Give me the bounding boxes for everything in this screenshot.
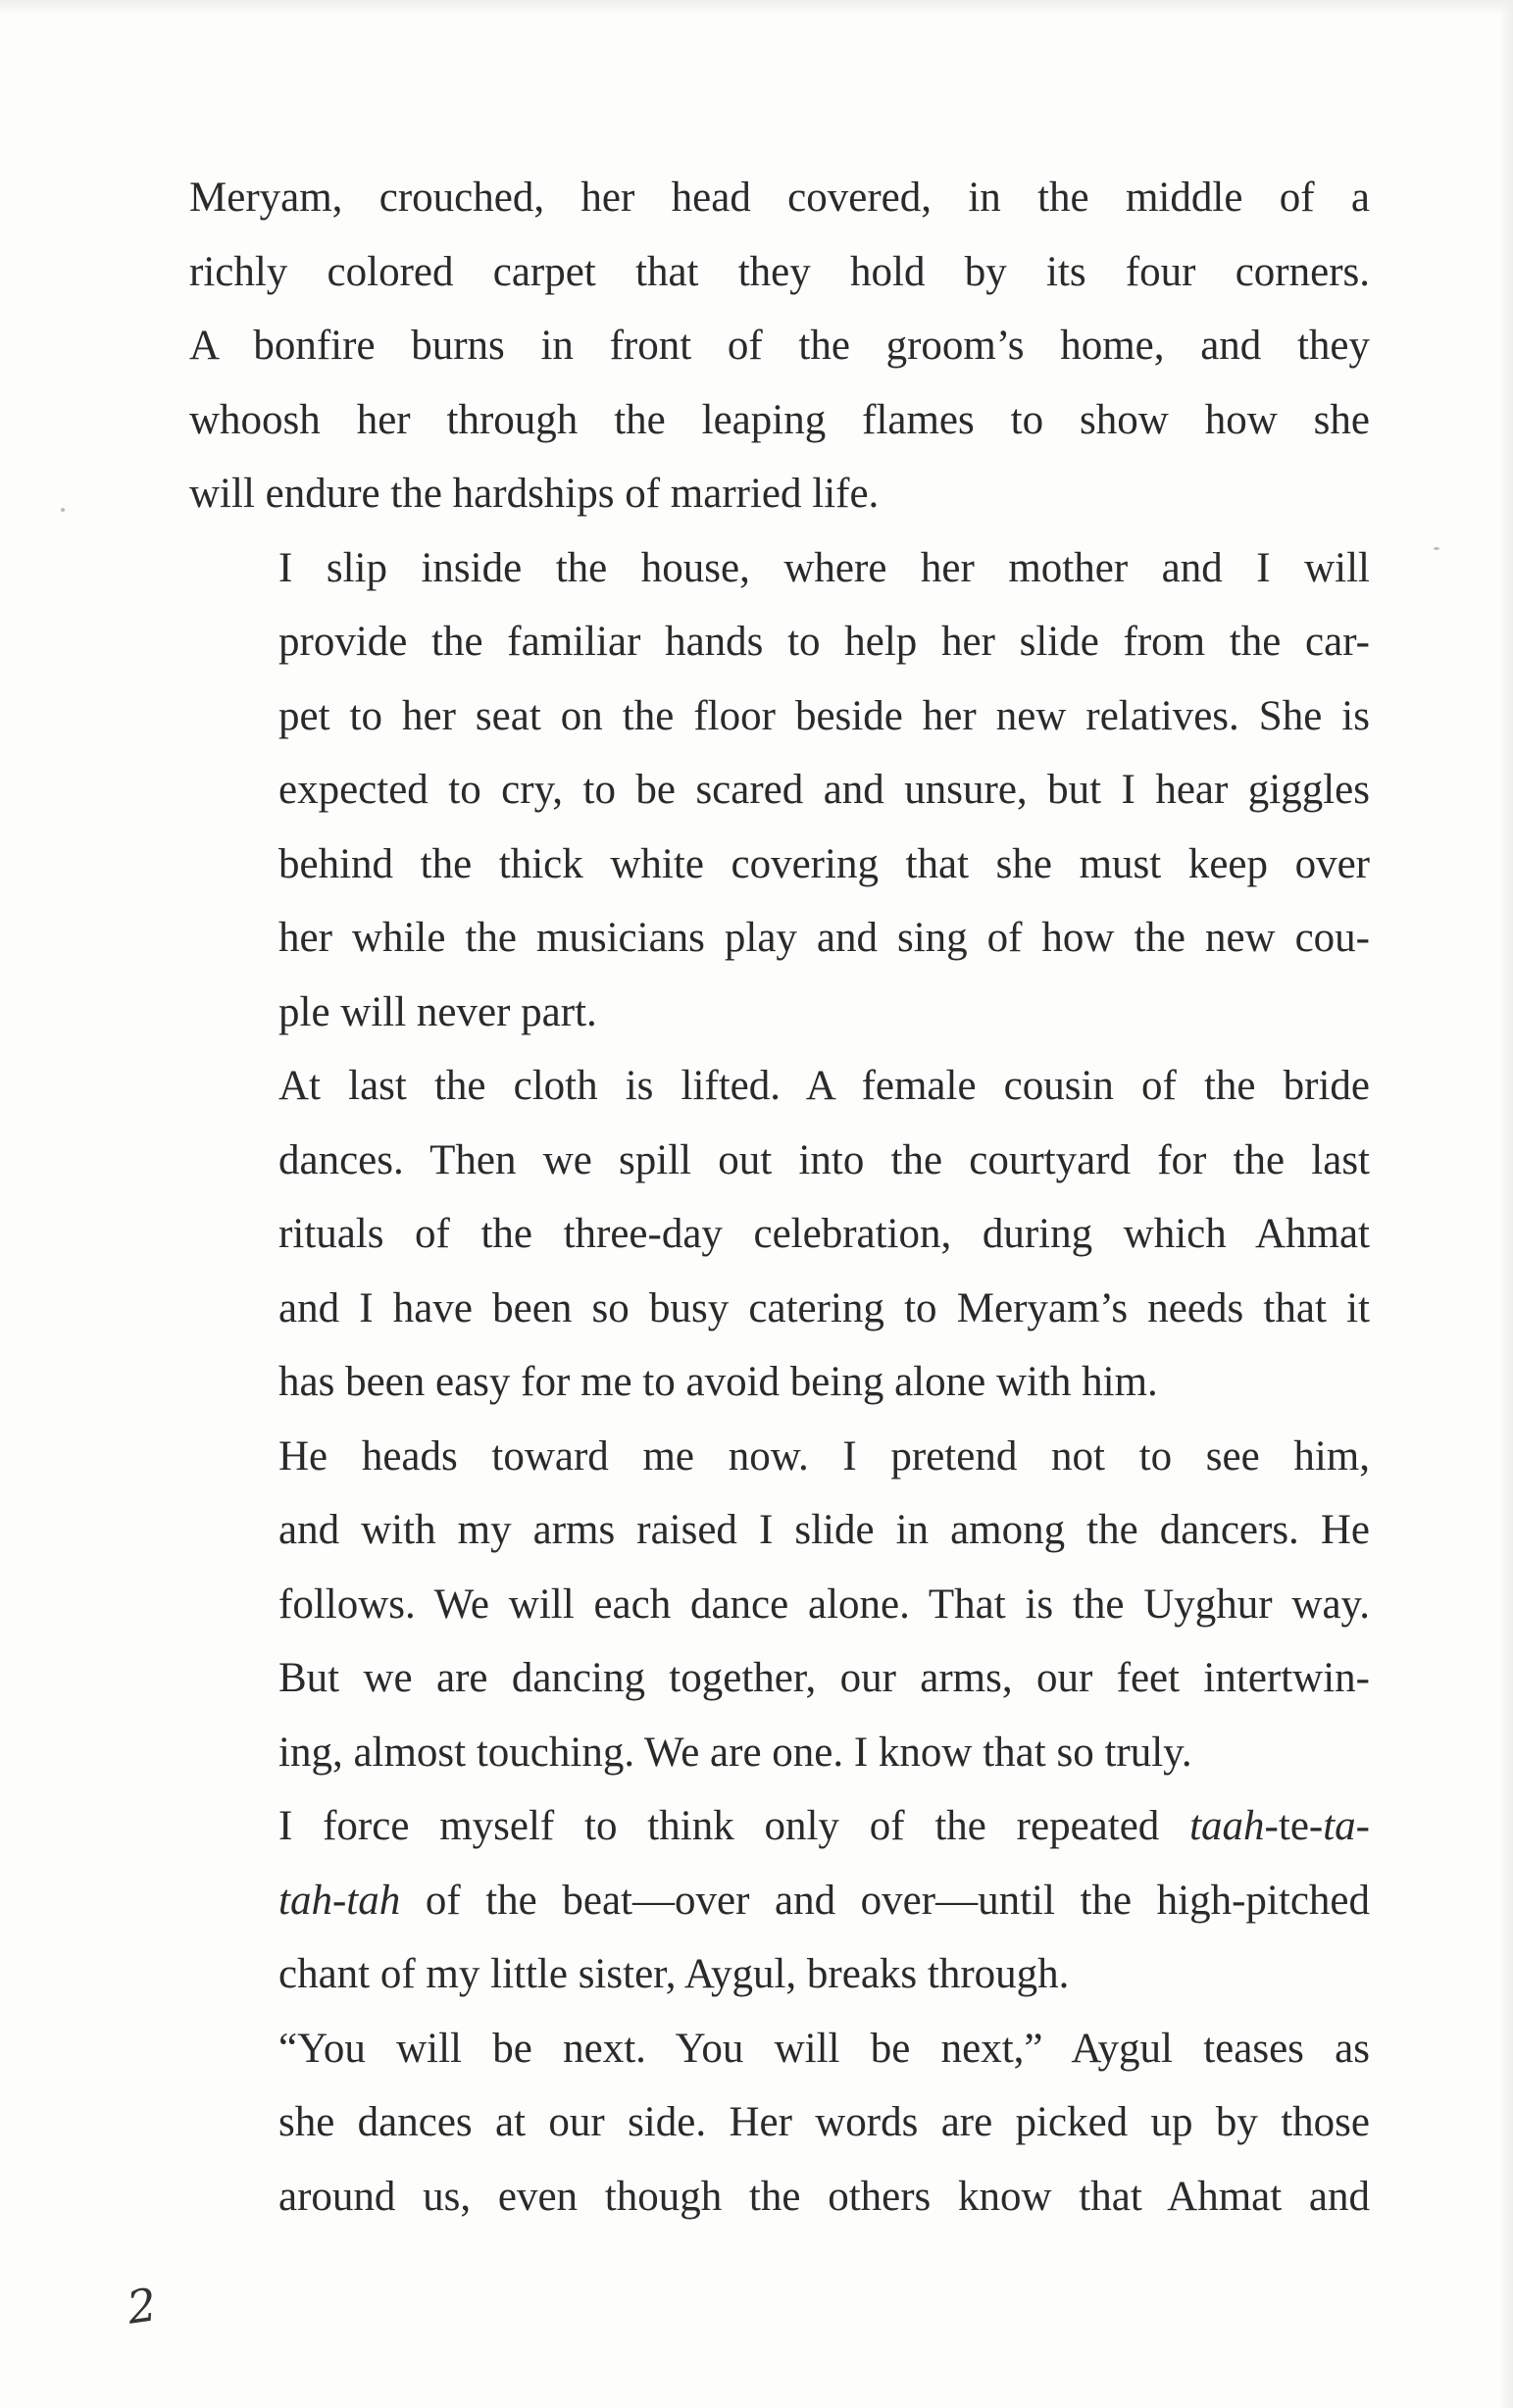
page-right-shadow <box>1499 0 1513 2408</box>
text-line: He heads toward me now. I pretend not to see him, <box>278 1432 1370 1480</box>
text-line: and with my arms raised I slide in among the dancers. He <box>278 1507 1370 1553</box>
body-text <box>189 161 1370 2233</box>
text-line: whoosh her through the leaping flames to show how she <box>189 396 1370 443</box>
text-line: follows. We will each dance alone. That is the Uyghur way. <box>278 1580 1370 1628</box>
text-run: of the beat—over and over—until the high-pitched <box>400 1877 1370 1924</box>
text-line <box>189 1789 1370 1864</box>
text-line: ing, almost touching. We are one. I know that so truly. <box>278 1729 1192 1776</box>
text-line: will endure the hardships of married life. <box>189 471 880 517</box>
text-line: provide the familiar hands to help her slide from the car- <box>278 619 1370 665</box>
text-run: I force myself to think only of the repeated <box>278 1803 1190 1849</box>
text-line: Meryam, crouched, her head covered, in the middle of a <box>189 175 1370 221</box>
text-line: expected to cry, to be scared and unsure, but I hear giggles <box>278 767 1370 813</box>
text-line: I slip inside the house, where her mother and I will <box>278 544 1370 591</box>
paragraph-4 <box>189 1420 1370 1790</box>
text-line: richly colored carpet that they hold by its four corners. <box>189 248 1370 295</box>
italic-run: tah-tah <box>278 1877 401 1924</box>
italic-run: taah <box>1189 1803 1265 1849</box>
text-line <box>189 1864 1370 1938</box>
text-line: rituals of the three-day celebration, during which Ahmat <box>278 1211 1370 1257</box>
text-line: she dances at our side. Her words are picked up by those <box>278 2099 1370 2145</box>
text-line: has been easy for me to avoid being alone with him. <box>278 1359 1158 1405</box>
paragraph-2 <box>189 531 1370 1050</box>
paragraph-5 <box>189 1789 1370 2012</box>
text-line: At last the cloth is lifted. A female cousin of the bride <box>278 1063 1370 1109</box>
paragraph-1 <box>189 161 1370 531</box>
scan-speck <box>1434 547 1439 550</box>
text-run: -te- <box>1264 1803 1324 1849</box>
scan-speck <box>61 508 65 512</box>
paragraph-3 <box>189 1049 1370 1420</box>
text-line: A bonfire burns in front of the groom’s home, and they <box>189 323 1370 369</box>
page-top-shadow <box>0 0 1513 14</box>
text-line: dances. Then we spill out into the courtyard for the last <box>278 1136 1370 1183</box>
text-line: chant of my little sister, Aygul, breaks through. <box>278 1951 1070 1997</box>
text-line: her while the musicians play and sing of how the new cou- <box>278 915 1370 961</box>
text-line: But we are dancing together, our arms, our feet intertwin- <box>278 1655 1370 1701</box>
text-line: and I have been so busy catering to Meryam’s needs that it <box>278 1284 1370 1331</box>
page-number: 2 <box>124 2278 160 2334</box>
paragraph-6 <box>189 2012 1370 2234</box>
text-line: ple will never part. <box>278 988 597 1035</box>
text-line: “You will be next. You will be next,” Aygul teases as <box>278 2025 1370 2072</box>
italic-run: ta- <box>1323 1803 1370 1849</box>
text-line: pet to her seat on the floor beside her new relatives. She is <box>278 692 1370 739</box>
text-line: behind the thick white covering that she must keep over <box>278 840 1370 887</box>
text-line: around us, even though the others know that Ahmat and <box>278 2173 1370 2220</box>
